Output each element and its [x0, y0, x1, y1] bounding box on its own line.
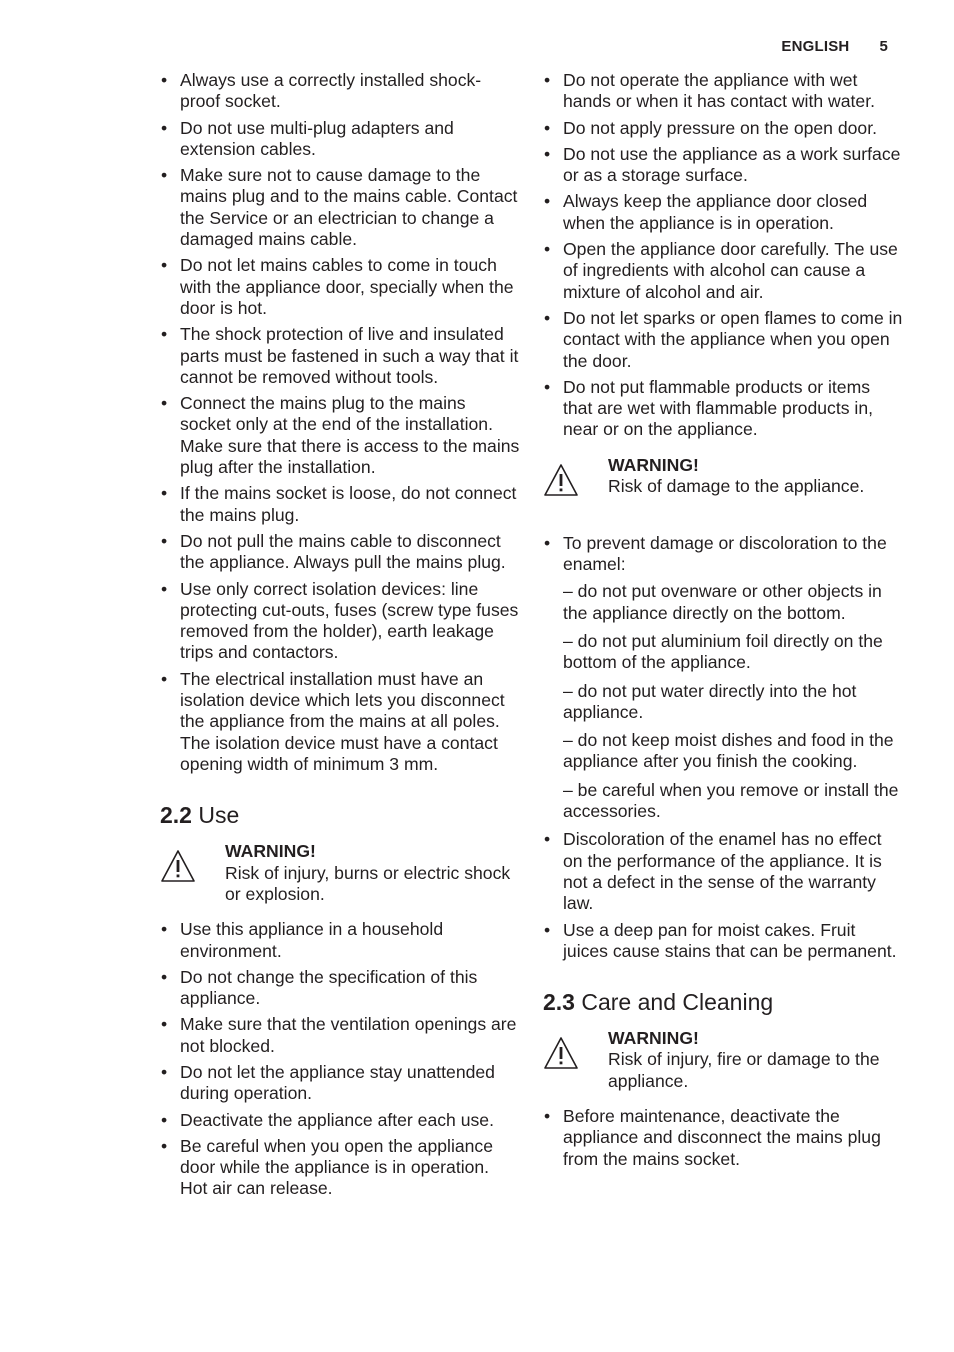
list-item: • If the mains socket is loose, do not connect the mains plug. — [160, 483, 520, 526]
list-item: • Do not use the appliance as a work surface or as a storage surface. — [543, 144, 903, 187]
warning-box — [543, 1028, 903, 1094]
list-item: • Do not put flammable products or items that are wet with flammable products in, near or on the appliance. — [543, 377, 903, 441]
warning-triangle-icon — [543, 1036, 579, 1070]
right-column — [543, 70, 903, 1175]
list-item: • Always use a correctly installed shock-proof socket. — [160, 70, 520, 113]
enamel-intro: To prevent damage or discoloration to the enamel: — [563, 532, 887, 575]
warning-text: Risk of injury, fire or damage to the appliance. — [608, 1049, 880, 1091]
section-number: 2.3 — [543, 989, 575, 1016]
enamel-subitem: – do not put ovenware or other objects in the appliance directly on the bottom. — [563, 581, 882, 623]
list-item: • Before maintenance, deactivate the appliance and disconnect the mains plug from the mains socket. — [543, 1106, 903, 1170]
list-item: • Make sure that the ventilation openings are not blocked. — [160, 1014, 520, 1057]
warning-triangle-icon — [160, 849, 196, 883]
enamel-notes-list — [543, 829, 903, 962]
warning-box — [160, 841, 520, 907]
language-label: ENGLISH — [781, 38, 850, 55]
list-item: • Connect the mains plug to the mains socket only at the end of the installation. Make sure that there is access to the mains plug after the installation. — [160, 393, 520, 478]
list-item: • Use only correct isolation devices: line protecting cut-outs, fuses (screw type fuses removed from the holder), earth leakage trips and contactors. — [160, 579, 520, 664]
section-number: 2.2 — [160, 802, 192, 829]
left-column — [160, 70, 520, 1205]
page-number: 5 — [879, 38, 888, 55]
list-item: • Do not apply pressure on the open door. — [543, 118, 903, 139]
list-item: • The shock protection of live and insulated parts must be fastened in such a way that it cannot be removed without tools. — [160, 324, 520, 388]
warning-triangle-icon — [543, 463, 579, 497]
warning-text: Risk of damage to the appliance. — [608, 476, 865, 497]
list-item: • Use this appliance in a household environment. — [160, 919, 520, 962]
care-list — [543, 1106, 903, 1170]
list-item: • Do not pull the mains cable to disconnect the appliance. Always pull the mains plug. — [160, 531, 520, 574]
enamel-subitem: – be careful when you remove or install the accessories. — [563, 779, 899, 822]
list-item: • The electrical installation must have an isolation device which lets you disconnect the appliance from the mains at all poles. The isolation device must have a contact opening width of minimum 3 mm. — [160, 669, 520, 775]
list-item — [543, 533, 903, 576]
list-item: • Do not let the appliance stay unattended during operation. — [160, 1062, 520, 1105]
use-list-continued — [543, 70, 903, 441]
electrical-safety-list — [160, 70, 520, 775]
section-title-care — [543, 988, 903, 1016]
list-item: • Be careful when you open the appliance door while the appliance is in operation. Hot air can release. — [160, 1136, 520, 1200]
enamel-subitem: – do not put water directly into the hot appliance. — [563, 680, 857, 722]
enamel-subitem: – do not put aluminium foil directly on the bottom of the appliance. — [563, 630, 883, 673]
list-item: • Do not let mains cables to come in touch with the appliance door, specially when the door is hot. — [160, 255, 520, 319]
list-item: • Do not let sparks or open flames to come in contact with the appliance when you open the door. — [543, 308, 903, 372]
list-item: • Always keep the appliance door closed when the appliance is in operation. — [543, 191, 903, 234]
page-header — [781, 38, 888, 55]
enamel-subitem: – do not keep moist dishes and food in the appliance after you finish the cooking. — [563, 730, 894, 772]
use-list — [160, 919, 520, 1200]
list-item: • Make sure not to cause damage to the mains plug and to the mains cable. Contact the Service or an electrician to change a damaged mains cable. — [160, 165, 520, 250]
warning-box — [543, 455, 903, 521]
enamel-list — [543, 533, 903, 576]
list-item: • Do not use multi-plug adapters and extension cables. — [160, 118, 520, 161]
list-item: • Discoloration of the enamel has no effect on the performance of the appliance. It is not a defect in the sense of the warranty law. — [543, 829, 903, 914]
warning-text: Risk of injury, burns or electric shock or explosion. — [225, 862, 511, 904]
list-item: • Deactivate the appliance after each use. — [160, 1110, 520, 1131]
warning-title: WARNING! — [608, 1028, 699, 1049]
section-heading: Care and Cleaning — [581, 989, 774, 1016]
list-item: • Do not change the specification of this appliance. — [160, 967, 520, 1010]
section-heading: Use — [198, 802, 240, 829]
warning-title: WARNING! — [225, 841, 316, 862]
section-title-use — [160, 801, 520, 829]
list-item: • Do not operate the appliance with wet hands or when it has contact with water. — [543, 70, 903, 113]
list-item: • Use a deep pan for moist cakes. Fruit juices cause stains that can be permanent. — [543, 920, 903, 963]
list-item: • Open the appliance door carefully. The use of ingredients with alcohol can cause a mixture of alcohol and air. — [543, 239, 903, 303]
warning-title: WARNING! — [608, 454, 699, 475]
